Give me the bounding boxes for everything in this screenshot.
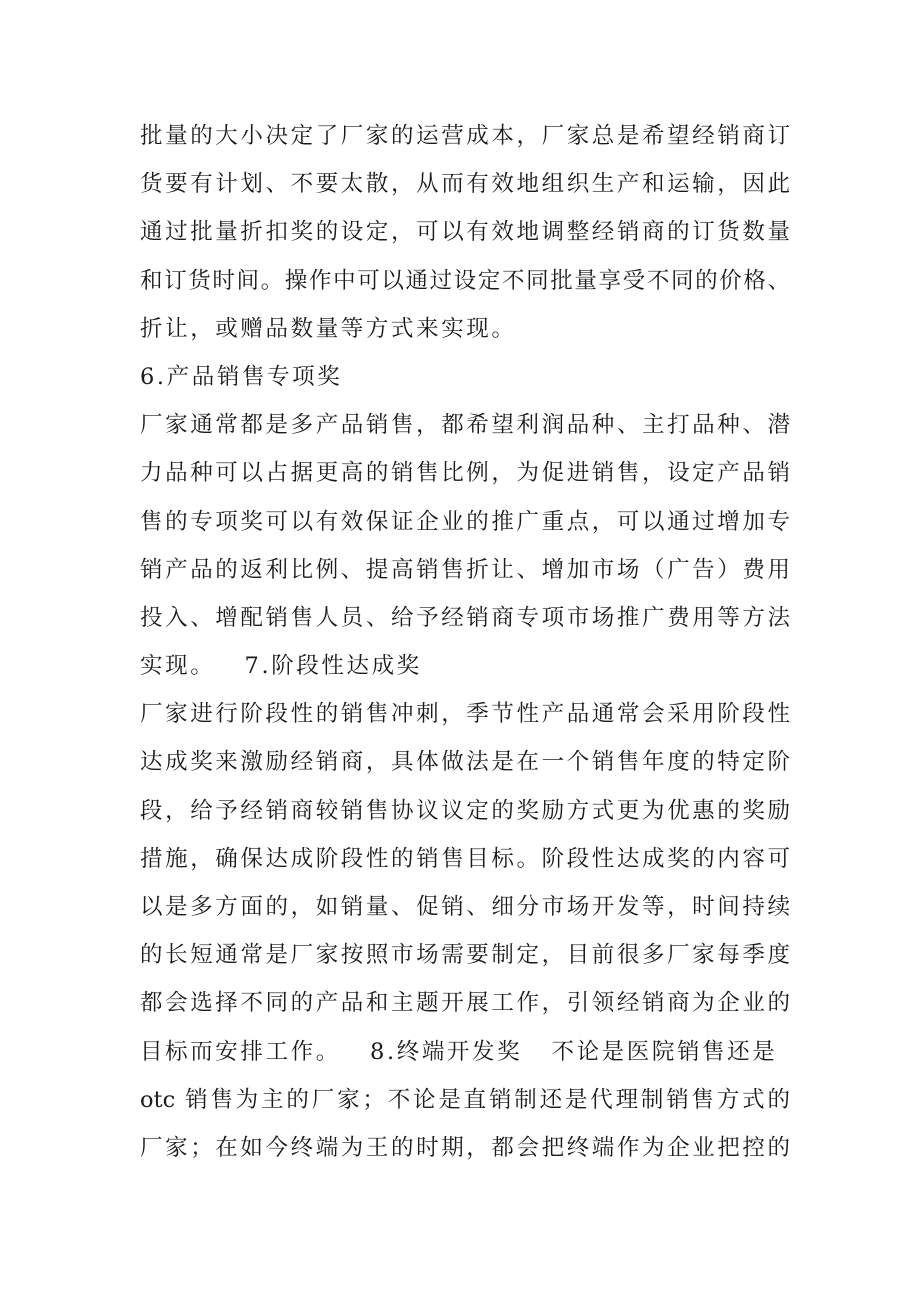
text-line: 厂家；在如今终端为王的时期，都会把终端作为企业把控的 — [140, 1134, 790, 1161]
text-line: 批量的大小决定了厂家的运营成本，厂家总是希望经销商订 — [140, 123, 790, 149]
text-line: 厂家进行阶段性的销售冲刺，季节性产品通常会采用阶段性 — [140, 701, 790, 728]
text-line: 措施，确保达成阶段性的销售目标。阶段性达成奖的内容可 — [140, 845, 790, 872]
text-line-with-heading: 目标而安排工作。 8.终端开发奖 不论是医院销售还是 — [140, 1038, 778, 1065]
text-line: 售的专项奖可以有效保证企业的推广重点，可以通过增加专 — [140, 508, 790, 535]
text-line: 厂家通常都是多产品销售，都希望利润品种、主打品种、潜 — [140, 412, 790, 439]
text-line: 以是多方面的，如销量、促销、细分市场开发等，时间持续 — [140, 894, 790, 920]
text-line-with-heading: 实现。 7.阶段性达成奖 — [140, 653, 422, 680]
text-line: 都会选择不同的产品和主题开展工作，引领经销商为企业的 — [140, 990, 790, 1017]
text-line: 投入、增配销售人员、给予经销商专项市场推广费用等方法 — [140, 604, 790, 631]
text-line: 段，给予经销商较销售协议议定的奖励方式更为优惠的奖励 — [140, 797, 790, 824]
section-heading: 6.产品销售专项奖 — [140, 363, 343, 390]
text-line: 和订货时间。操作中可以通过设定不同批量享受不同的价格、 — [140, 267, 790, 294]
text-line: 力品种可以占据更高的销售比例，为促进销售，设定产品销 — [140, 460, 790, 487]
text-line: 的长短通常是厂家按照市场需要制定，目前很多厂家每季度 — [140, 942, 790, 969]
text-line: 折让，或赠品数量等方式来实现。 — [140, 315, 517, 342]
text-line: otc 销售为主的厂家；不论是直销制还是代理制销售方式的 — [140, 1086, 790, 1113]
text-line: 货要有计划、不要太散，从而有效地组织生产和运输，因此 — [140, 171, 790, 198]
text-line: 达成奖来激励经销商，具体做法是在一个销售年度的特定阶 — [140, 749, 790, 776]
text-line: 通过批量折扣奖的设定，可以有效地调整经销商的订货数量 — [140, 219, 790, 246]
text-line: 销产品的返利比例、提高销售折让、增加市场（广告）费用 — [140, 556, 790, 583]
body-text — [140, 112, 790, 1172]
